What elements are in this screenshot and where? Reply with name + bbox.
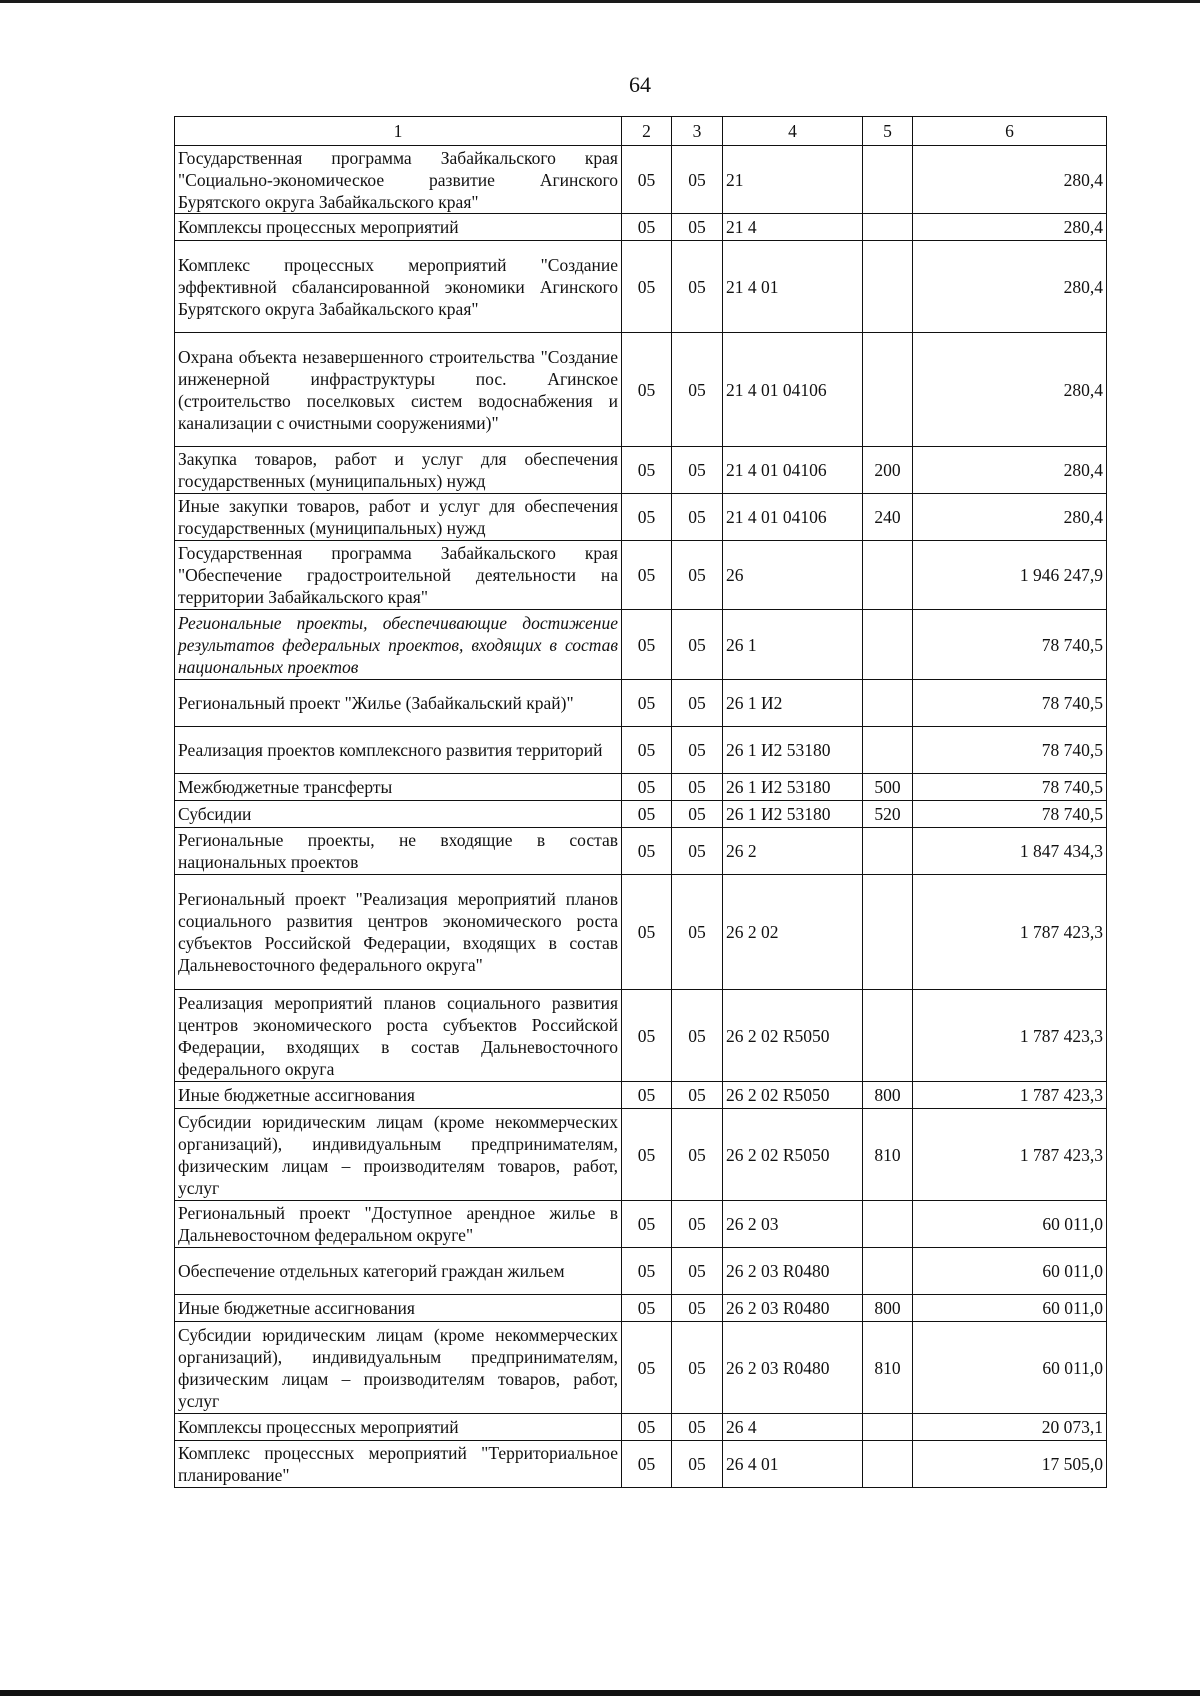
column-header-1: 1	[175, 117, 622, 146]
cell-expense-type: 240	[863, 494, 913, 541]
cell-expense-type	[863, 214, 913, 241]
table-row	[175, 990, 1107, 1082]
cell-name: Обеспечение отдельных категорий граждан жильем	[175, 1248, 622, 1295]
cell-expense-type	[863, 333, 913, 447]
cell-subsection: 05	[672, 494, 723, 541]
table-body	[175, 146, 1107, 1488]
cell-target-code: 26 2 02 R5050	[723, 990, 863, 1082]
cell-section: 05	[622, 146, 672, 214]
cell-expense-type: 800	[863, 1295, 913, 1322]
cell-section: 05	[622, 828, 672, 875]
table-row	[175, 146, 1107, 214]
cell-expense-type	[863, 610, 913, 680]
table-row	[175, 1295, 1107, 1322]
cell-expense-type	[863, 541, 913, 610]
scan-edge-bottom	[0, 1690, 1200, 1696]
cell-name: Реализация мероприятий планов социального развития центров экономического роста субъектов Российской Федерации, входящих в состав Дальневосточного федерального округа	[175, 990, 622, 1082]
cell-target-code: 26	[723, 541, 863, 610]
table-row	[175, 447, 1107, 494]
cell-amount: 280,4	[913, 494, 1107, 541]
cell-section: 05	[622, 774, 672, 801]
cell-target-code: 26 1	[723, 610, 863, 680]
table-row	[175, 774, 1107, 801]
cell-amount: 60 011,0	[913, 1201, 1107, 1248]
cell-subsection: 05	[672, 1109, 723, 1201]
cell-name: Комплекс процессных мероприятий "Создание эффективной сбалансированной экономики Агинского Бурятского округа Забайкальского края"	[175, 241, 622, 333]
cell-name: Реализация проектов комплексного развития территорий	[175, 727, 622, 774]
column-header-5: 5	[863, 117, 913, 146]
cell-amount: 1 847 434,3	[913, 828, 1107, 875]
cell-subsection: 05	[672, 1201, 723, 1248]
cell-target-code: 21 4 01	[723, 241, 863, 333]
table-row	[175, 680, 1107, 727]
cell-expense-type	[863, 680, 913, 727]
cell-subsection: 05	[672, 541, 723, 610]
cell-name: Государственная программа Забайкальского края "Обеспечение градостроительной деятельности на территории Забайкальского края"	[175, 541, 622, 610]
cell-expense-type	[863, 727, 913, 774]
cell-amount: 1 787 423,3	[913, 990, 1107, 1082]
cell-target-code: 26 2 02 R5050	[723, 1082, 863, 1109]
cell-section: 05	[622, 727, 672, 774]
cell-subsection: 05	[672, 774, 723, 801]
cell-section: 05	[622, 1441, 672, 1488]
cell-name: Региональные проекты, не входящие в состав национальных проектов	[175, 828, 622, 875]
cell-subsection: 05	[672, 1322, 723, 1414]
cell-expense-type	[863, 990, 913, 1082]
table-row	[175, 333, 1107, 447]
cell-amount: 17 505,0	[913, 1441, 1107, 1488]
cell-section: 05	[622, 610, 672, 680]
cell-subsection: 05	[672, 241, 723, 333]
cell-subsection: 05	[672, 146, 723, 214]
cell-subsection: 05	[672, 727, 723, 774]
cell-section: 05	[622, 1322, 672, 1414]
table-row	[175, 214, 1107, 241]
table-header	[175, 117, 1107, 146]
cell-name: Региональный проект "Реализация мероприятий планов социального развития центров экономического роста субъектов Российской Федерации, входящих в состав Дальневосточного федерального округа"	[175, 875, 622, 990]
cell-expense-type	[863, 1441, 913, 1488]
table-row	[175, 801, 1107, 828]
cell-section: 05	[622, 680, 672, 727]
cell-subsection: 05	[672, 1295, 723, 1322]
table-row	[175, 494, 1107, 541]
cell-expense-type: 500	[863, 774, 913, 801]
cell-expense-type	[863, 828, 913, 875]
cell-subsection: 05	[672, 990, 723, 1082]
table-row	[175, 875, 1107, 990]
cell-section: 05	[622, 1295, 672, 1322]
cell-section: 05	[622, 1109, 672, 1201]
cell-target-code: 26 1 И2 53180	[723, 774, 863, 801]
cell-target-code: 26 4	[723, 1414, 863, 1441]
table-row	[175, 1414, 1107, 1441]
cell-name: Комплекс процессных мероприятий "Территориальное планирование"	[175, 1441, 622, 1488]
table-row	[175, 828, 1107, 875]
cell-amount: 78 740,5	[913, 680, 1107, 727]
cell-name: Иные закупки товаров, работ и услуг для обеспечения государственных (муниципальных) нужд	[175, 494, 622, 541]
cell-expense-type	[863, 1201, 913, 1248]
cell-name: Субсидии	[175, 801, 622, 828]
cell-subsection: 05	[672, 333, 723, 447]
cell-section: 05	[622, 1082, 672, 1109]
cell-amount: 280,4	[913, 333, 1107, 447]
cell-target-code: 21	[723, 146, 863, 214]
table-row	[175, 1082, 1107, 1109]
cell-subsection: 05	[672, 214, 723, 241]
table-row	[175, 1441, 1107, 1488]
cell-target-code: 26 1 И2 53180	[723, 801, 863, 828]
cell-amount: 60 011,0	[913, 1322, 1107, 1414]
cell-amount: 280,4	[913, 241, 1107, 333]
cell-expense-type	[863, 146, 913, 214]
cell-section: 05	[622, 990, 672, 1082]
cell-amount: 280,4	[913, 447, 1107, 494]
cell-subsection: 05	[672, 828, 723, 875]
table-row	[175, 241, 1107, 333]
cell-target-code: 21 4 01 04106	[723, 333, 863, 447]
table-row	[175, 610, 1107, 680]
cell-target-code: 26 2 02 R5050	[723, 1109, 863, 1201]
table-row	[175, 1248, 1107, 1295]
column-header-3: 3	[672, 117, 723, 146]
cell-target-code: 26 2	[723, 828, 863, 875]
header-row	[175, 117, 1107, 146]
column-header-6: 6	[913, 117, 1107, 146]
cell-subsection: 05	[672, 1248, 723, 1295]
cell-section: 05	[622, 447, 672, 494]
cell-target-code: 26 2 03 R0480	[723, 1248, 863, 1295]
page-number: 64	[629, 72, 651, 97]
cell-name: Региональный проект "Доступное арендное жилье в Дальневосточном федеральном округе"	[175, 1201, 622, 1248]
cell-target-code: 26 2 03 R0480	[723, 1322, 863, 1414]
cell-amount: 78 740,5	[913, 727, 1107, 774]
cell-expense-type	[863, 1414, 913, 1441]
cell-section: 05	[622, 1414, 672, 1441]
cell-amount: 20 073,1	[913, 1414, 1107, 1441]
cell-name: Субсидии юридическим лицам (кроме некоммерческих организаций), индивидуальным предпринимателям, физическим лицам – производителям товаров, работ, услуг	[175, 1322, 622, 1414]
cell-section: 05	[622, 875, 672, 990]
cell-expense-type: 810	[863, 1109, 913, 1201]
cell-target-code: 21 4 01 04106	[723, 494, 863, 541]
cell-name: Межбюджетные трансферты	[175, 774, 622, 801]
cell-section: 05	[622, 494, 672, 541]
budget-table	[174, 116, 1107, 1488]
cell-expense-type: 520	[863, 801, 913, 828]
cell-target-code: 26 1 И2 53180	[723, 727, 863, 774]
cell-target-code: 26 1 И2	[723, 680, 863, 727]
cell-name: Субсидии юридическим лицам (кроме некоммерческих организаций), индивидуальным предпринимателям, физическим лицам – производителям товаров, работ, услуг	[175, 1109, 622, 1201]
cell-name: Региональные проекты, обеспечивающие достижение результатов федеральных проектов, входящих в состав национальных проектов	[175, 610, 622, 680]
cell-subsection: 05	[672, 680, 723, 727]
cell-name: Иные бюджетные ассигнования	[175, 1082, 622, 1109]
cell-section: 05	[622, 541, 672, 610]
cell-section: 05	[622, 214, 672, 241]
cell-name: Иные бюджетные ассигнования	[175, 1295, 622, 1322]
cell-subsection: 05	[672, 1082, 723, 1109]
table-row	[175, 1322, 1107, 1414]
cell-target-code: 26 4 01	[723, 1441, 863, 1488]
cell-expense-type	[863, 241, 913, 333]
table-row	[175, 727, 1107, 774]
cell-amount: 280,4	[913, 214, 1107, 241]
cell-target-code: 26 2 03	[723, 1201, 863, 1248]
cell-target-code: 21 4 01 04106	[723, 447, 863, 494]
cell-section: 05	[622, 241, 672, 333]
cell-expense-type: 800	[863, 1082, 913, 1109]
cell-amount: 60 011,0	[913, 1248, 1107, 1295]
cell-amount: 1 787 423,3	[913, 875, 1107, 990]
cell-amount: 78 740,5	[913, 610, 1107, 680]
cell-target-code: 21 4	[723, 214, 863, 241]
cell-subsection: 05	[672, 801, 723, 828]
cell-name: Комплексы процессных мероприятий	[175, 1414, 622, 1441]
cell-amount: 60 011,0	[913, 1295, 1107, 1322]
cell-section: 05	[622, 1248, 672, 1295]
scan-edge-top	[0, 0, 1200, 3]
cell-expense-type: 810	[863, 1322, 913, 1414]
cell-name: Закупка товаров, работ и услуг для обеспечения государственных (муниципальных) нужд	[175, 447, 622, 494]
cell-expense-type	[863, 875, 913, 990]
column-header-2: 2	[622, 117, 672, 146]
cell-subsection: 05	[672, 875, 723, 990]
cell-subsection: 05	[672, 1441, 723, 1488]
cell-subsection: 05	[672, 1414, 723, 1441]
table-row	[175, 541, 1107, 610]
cell-expense-type	[863, 1248, 913, 1295]
cell-amount: 78 740,5	[913, 774, 1107, 801]
table-row	[175, 1109, 1107, 1201]
cell-expense-type: 200	[863, 447, 913, 494]
cell-subsection: 05	[672, 447, 723, 494]
cell-name: Региональный проект "Жилье (Забайкальский край)"	[175, 680, 622, 727]
cell-amount: 1 787 423,3	[913, 1109, 1107, 1201]
cell-amount: 1 787 423,3	[913, 1082, 1107, 1109]
cell-section: 05	[622, 801, 672, 828]
cell-amount: 280,4	[913, 146, 1107, 214]
cell-amount: 78 740,5	[913, 801, 1107, 828]
cell-name: Комплексы процессных мероприятий	[175, 214, 622, 241]
column-header-4: 4	[723, 117, 863, 146]
cell-name: Государственная программа Забайкальского края "Социально-экономическое развитие Агинского Бурятского округа Забайкальского края"	[175, 146, 622, 214]
cell-subsection: 05	[672, 610, 723, 680]
cell-amount: 1 946 247,9	[913, 541, 1107, 610]
cell-target-code: 26 2 02	[723, 875, 863, 990]
cell-section: 05	[622, 1201, 672, 1248]
cell-section: 05	[622, 333, 672, 447]
cell-target-code: 26 2 03 R0480	[723, 1295, 863, 1322]
cell-name: Охрана объекта незавершенного строительства "Создание инженерной инфраструктуры пос. Агинское (строительство поселковых систем водоснабжения и канализации с очистными сооружениями)"	[175, 333, 622, 447]
table-row	[175, 1201, 1107, 1248]
